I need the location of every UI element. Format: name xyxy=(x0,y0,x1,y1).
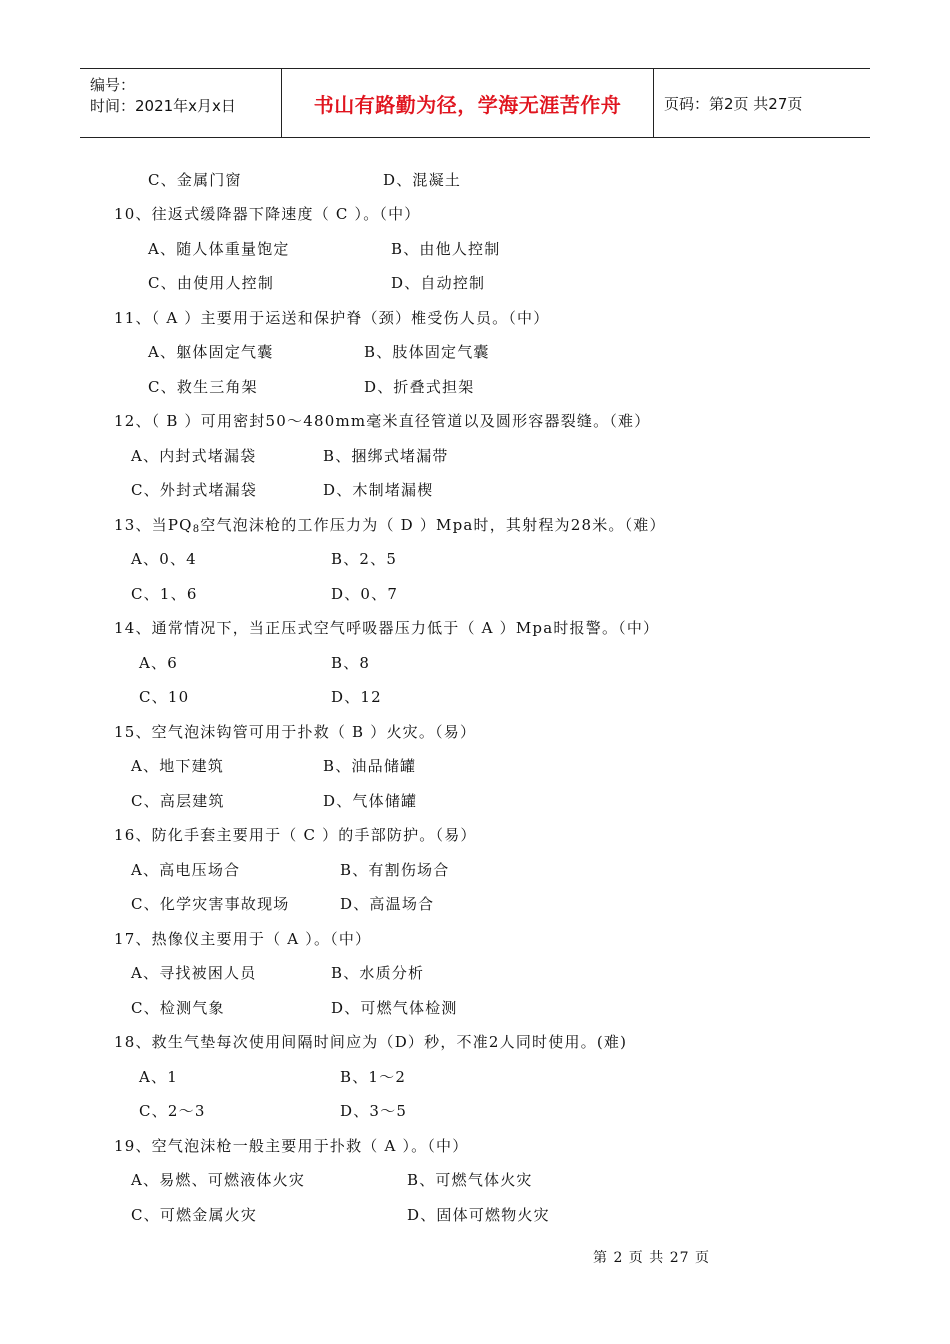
option-q11-b: B、肢体固定气囊 xyxy=(364,343,490,361)
option-q15-d: D、气体储罐 xyxy=(323,792,418,810)
option-q12-c: C、外封式堵漏袋 xyxy=(131,481,258,499)
option-q14-c: C、10 xyxy=(139,688,190,706)
header-motto: 书山有路勤为径，学海无涯苦作舟 xyxy=(281,69,654,137)
question-13-pre: 13、当PQ xyxy=(114,516,193,534)
option-q16-c: C、化学灾害事故现场 xyxy=(131,895,290,913)
option-q10-c: C、由使用人控制 xyxy=(148,274,275,292)
option-q10-d: D、自动控制 xyxy=(391,274,486,292)
option-q18-c: C、2～3 xyxy=(139,1102,206,1120)
option-q18-b: B、1～2 xyxy=(340,1068,407,1086)
header-page-info: 页码：第2页 共27页 xyxy=(664,94,803,113)
option-q14-d: D、12 xyxy=(331,688,382,706)
option-q12-d: D、木制堵漏楔 xyxy=(323,481,434,499)
option-q9-d: D、混凝土 xyxy=(383,171,462,189)
question-13 xyxy=(114,515,666,540)
option-q19-c: C、可燃金属火灾 xyxy=(131,1206,258,1224)
option-q14-b: B、8 xyxy=(331,654,371,672)
question-16: 16、防化手套主要用于（ C ）的手部防护。（易） xyxy=(114,826,477,844)
option-q11-d: D、折叠式担架 xyxy=(364,378,475,396)
option-q10-a: A、随人体重量饱定 xyxy=(148,240,290,258)
option-q13-d: D、0、7 xyxy=(331,585,399,603)
question-12: 12、（ B ）可用密封50～480mm毫米直径管道以及圆形容器裂缝。（难） xyxy=(114,412,651,430)
option-q16-d: D、高温场合 xyxy=(340,895,435,913)
option-q10-b: B、由他人控制 xyxy=(391,240,501,258)
serial-label: 编号： xyxy=(90,76,136,94)
question-17: 17、热像仪主要用于（ A ）。（中） xyxy=(114,930,372,948)
page-footer: 第 2 页 共 27 页 xyxy=(593,1250,710,1266)
option-q14-a: A、6 xyxy=(139,654,178,672)
option-q16-b: B、有割伤场合 xyxy=(340,861,450,879)
header-meta xyxy=(80,69,281,137)
option-q11-c: C、救生三角架 xyxy=(148,378,258,396)
question-15: 15、空气泡沫钩管可用于扑救（ B ）火灾。（易） xyxy=(114,723,477,741)
page-header xyxy=(80,68,870,138)
option-q11-a: A、躯体固定气囊 xyxy=(148,343,274,361)
option-q15-b: B、油品储罐 xyxy=(323,757,417,775)
question-10: 10、往返式缓降器下降速度（ C ）。（中） xyxy=(114,205,421,223)
option-q17-d: D、可燃气体检测 xyxy=(331,999,458,1017)
option-q12-b: B、捆绑式堵漏带 xyxy=(323,447,449,465)
option-q16-a: A、高电压场合 xyxy=(131,861,241,879)
option-q17-a: A、寻找被困人员 xyxy=(131,964,257,982)
question-13-subscript: 8 xyxy=(192,524,201,535)
option-q13-c: C、1、6 xyxy=(131,585,198,603)
option-q17-b: B、水质分析 xyxy=(331,964,425,982)
option-q15-a: A、地下建筑 xyxy=(131,757,225,775)
option-q17-c: C、检测气象 xyxy=(131,999,225,1017)
option-q13-b: B、2、5 xyxy=(331,550,398,568)
option-q9-c: C、金属门窗 xyxy=(148,171,242,189)
option-q18-d: D、3～5 xyxy=(340,1102,408,1120)
option-q15-c: C、高层建筑 xyxy=(131,792,225,810)
option-q19-b: B、可燃气体火灾 xyxy=(407,1171,533,1189)
option-q19-a: A、易燃、可燃液体火灾 xyxy=(131,1171,306,1189)
option-q13-a: A、0、4 xyxy=(131,550,197,568)
question-13-post: 空气泡沫枪的工作压力为（ D ）Mpa时，其射程为28米。（难） xyxy=(200,516,666,534)
question-14: 14、通常情况下，当正压式空气呼吸器压力低于（ A ）Mpa时报警。（中） xyxy=(114,619,660,637)
option-q12-a: A、内封式堵漏袋 xyxy=(131,447,257,465)
option-q19-d: D、固体可燃物火灾 xyxy=(407,1206,550,1224)
option-q18-a: A、1 xyxy=(139,1068,178,1086)
date-label: 时间：2021年x月x日 xyxy=(90,97,236,115)
question-18: 18、救生气垫每次使用间隔时间应为（D）秒，不准2人同时使用。(难) xyxy=(114,1033,628,1051)
question-11: 11、（ A ）主要用于运送和保护脊（颈）椎受伤人员。（中） xyxy=(114,309,550,327)
question-19: 19、空气泡沫枪一般主要用于扑救（ A ）。（中） xyxy=(114,1137,469,1155)
